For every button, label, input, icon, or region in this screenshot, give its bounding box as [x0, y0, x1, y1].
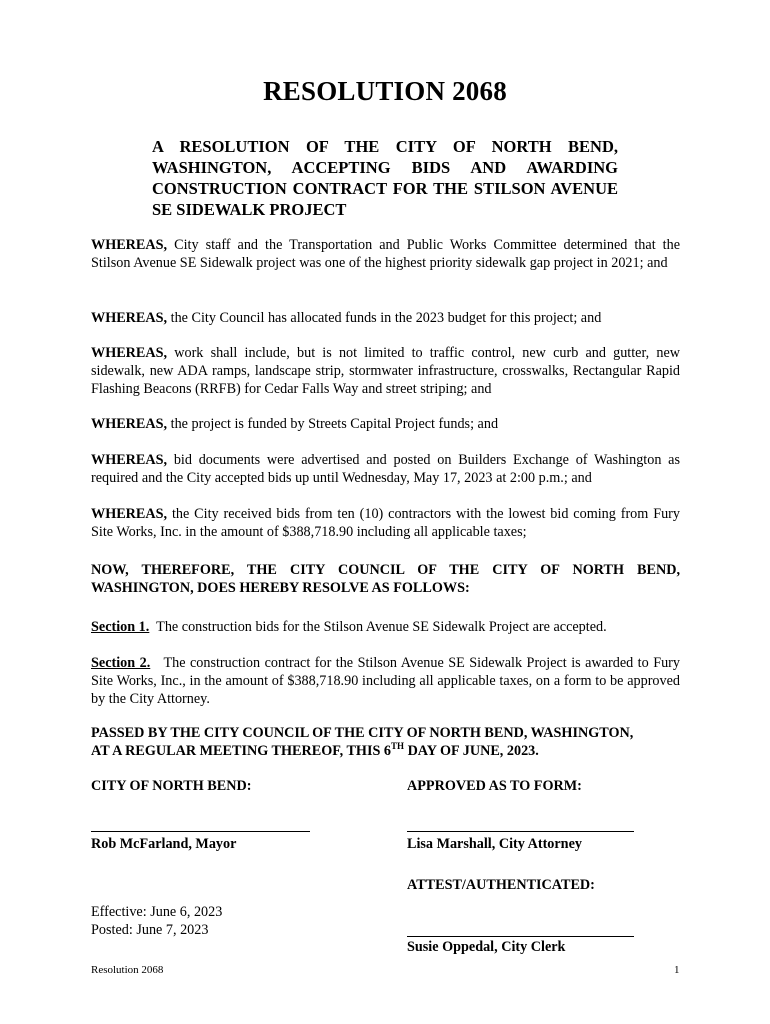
- posted-date: Posted: June 7, 2023: [91, 922, 209, 938]
- passed-line-2: [91, 742, 680, 760]
- whereas-text: the project is funded by Streets Capital Project funds; and: [167, 416, 499, 432]
- whereas-paragraph: [91, 505, 680, 541]
- city-signature-header: CITY OF NORTH BEND:: [91, 778, 252, 794]
- whereas-paragraph: [91, 415, 680, 433]
- ordinal-suffix: TH: [391, 741, 405, 751]
- section-label: Section 1.: [91, 619, 150, 635]
- passed-clause: [91, 724, 680, 760]
- clerk-signature-line: [407, 936, 634, 937]
- whereas-lead: WHEREAS,: [91, 506, 168, 522]
- clerk-name: Susie Oppedal, City Clerk: [407, 939, 566, 955]
- whereas-paragraph: [91, 344, 680, 398]
- whereas-text: City staff and the Transportation and Public Works Committee determined that the Stilson Avenue SE Sidewalk project was one of the highest priority sidewalk gap project in 2021; and: [91, 237, 680, 271]
- whereas-paragraph: [91, 309, 680, 327]
- whereas-paragraph: [91, 236, 680, 272]
- attest-header: ATTEST/AUTHENTICATED:: [407, 877, 595, 893]
- whereas-paragraph: [91, 451, 680, 487]
- whereas-lead: WHEREAS,: [91, 310, 168, 326]
- passed-line-1: PASSED BY THE CITY COUNCIL OF THE CITY OF NORTH BEND, WASHINGTON,: [91, 725, 634, 741]
- page-number: 1: [674, 964, 680, 976]
- mayor-signature-line: [91, 831, 310, 832]
- section-1: [91, 618, 680, 636]
- effective-date: Effective: June 6, 2023: [91, 904, 223, 920]
- resolution-title: RESOLUTION 2068: [263, 76, 507, 106]
- approval-header: APPROVED AS TO FORM:: [407, 778, 582, 794]
- whereas-text: the City received bids from ten (10) contractors with the lowest bid coming from Fury Site Works, Inc. in the amount of $388,718.90 including all applicable taxes;: [91, 506, 680, 540]
- whereas-lead: WHEREAS,: [91, 345, 168, 361]
- whereas-text: bid documents were advertised and posted on Builders Exchange of Washington as required and the City accepted bids up until Wednesday, May 17, 2023 at 2:00 p.m.; and: [91, 452, 680, 486]
- section-text: The construction bids for the Stilson Avenue SE Sidewalk Project are accepted.: [149, 619, 607, 635]
- whereas-lead: WHEREAS,: [91, 416, 168, 432]
- passed-line-2-text: AT A REGULAR MEETING THEREOF, THIS 6: [91, 743, 391, 759]
- passed-line-2-end: DAY OF JUNE, 2023.: [404, 743, 539, 759]
- resolution-subtitle: A RESOLUTION OF THE CITY OF NORTH BEND, WASHINGTON, ACCEPTING BIDS AND AWARDING CONSTRUCTION CONTRACT FOR THE STILSON AVENUE SE SIDEWALK PROJECT: [152, 137, 618, 219]
- section-text: The construction contract for the Stilson Avenue SE Sidewalk Project is awarded to Fury Site Works, Inc., in the amount of $388,718.90 including all applicable taxes, on a form to be approved by the City Attorney.: [91, 655, 684, 707]
- footer-document-name: Resolution 2068: [91, 964, 164, 976]
- attorney-name: Lisa Marshall, City Attorney: [407, 836, 582, 852]
- whereas-text: the City Council has allocated funds in the 2023 budget for this project; and: [167, 310, 602, 326]
- now-therefore-clause: NOW, THEREFORE, THE CITY COUNCIL OF THE CITY OF NORTH BEND, WASHINGTON, DOES HEREBY RESOLVE AS FOLLOWS:: [91, 562, 680, 596]
- whereas-lead: WHEREAS,: [91, 237, 168, 253]
- whereas-text: work shall include, but is not limited to traffic control, new curb and gutter, new sidewalk, new ADA ramps, landscape strip, stormwater infrastructure, crosswalks, Rectangular Rapid Flashing Beacons (RRFB) for Cedar Falls Way and street striping; and: [91, 345, 680, 397]
- section-label: Section 2.: [91, 655, 151, 671]
- section-2: [91, 654, 684, 708]
- whereas-lead: WHEREAS,: [91, 452, 168, 468]
- mayor-name: Rob McFarland, Mayor: [91, 836, 237, 852]
- attorney-signature-line: [407, 831, 634, 832]
